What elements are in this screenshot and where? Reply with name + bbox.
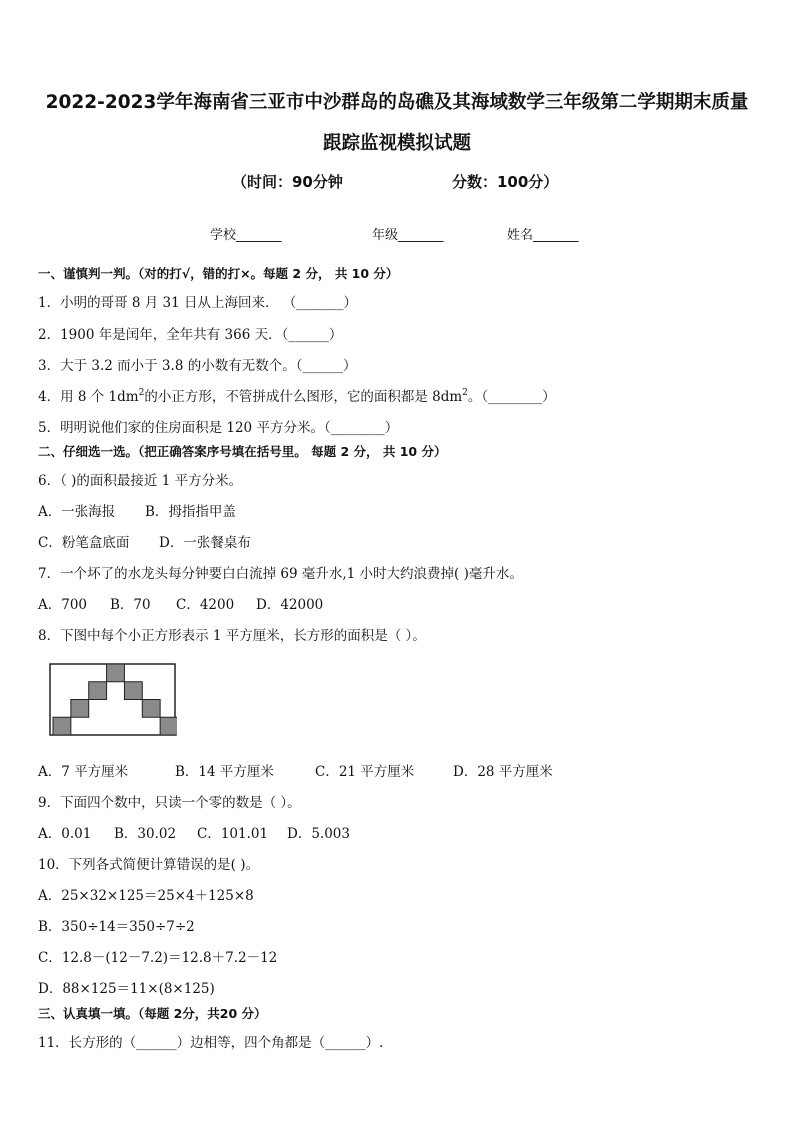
question-9-option-d: D．5.003 <box>287 826 350 842</box>
question-6: 6．（ )的面积最接近 1 平方分米。 <box>38 473 243 489</box>
question-7-option-a: A．700 <box>38 597 88 613</box>
question-4-part1: 4．用 8 个 1dm <box>38 389 139 405</box>
question-8: 8．下图中每个小正方形表示 1 平方厘米，长方形的面积是（ ）。 <box>38 628 426 644</box>
squared-superscript: 2 <box>462 388 468 398</box>
exam-title-line1: 2022-2023学年海南省三亚市中沙群岛的岛礁及其海域数学三年级第二学期期末质量 <box>45 92 749 113</box>
question-4-part3: 。（________） <box>467 389 556 405</box>
question-7: 7．一个坏了的水龙头每分钟要白白流掉 69 毫升水,1 小时大约浪费掉( )毫升水。 <box>38 566 523 582</box>
shaded-square <box>142 700 160 718</box>
question-1: 1．小明的哥哥 8 月 31 日从上海回来． （_______） <box>38 295 358 311</box>
question-10-option-d: D．88×125＝11×(8×125) <box>38 981 215 997</box>
question-3: 3．大于 3.2 而小于 3.8 的小数有无数个。（______） <box>38 358 357 374</box>
question-6-option-d: D．一张餐桌布 <box>159 535 251 551</box>
question-7-option-c: C．4200 <box>176 597 235 613</box>
question-8-option-c: C．21 平方厘米 <box>315 764 415 780</box>
section-1-heading: 一、谨慎判一判。（对的打√，错的打×。每题 2 分， 共 10 分） <box>38 266 399 281</box>
school-field: 学校_______ <box>210 228 282 243</box>
question-10-option-a: A．25×32×125＝25×4＋125×8 <box>38 888 254 904</box>
question-4 <box>38 385 556 405</box>
square-grid-figure <box>49 663 177 737</box>
question-2: 2．1900 年是闰年，全年共有 366 天．（______） <box>38 327 343 343</box>
question-10: 10．下列各式简便计算错误的是( )。 <box>38 857 260 873</box>
shaded-square <box>53 717 71 735</box>
name-field: 姓名_______ <box>507 228 579 243</box>
exam-time: （时间：90分钟 <box>232 173 343 191</box>
question-6-option-c: C．粉笔盒底面 <box>38 535 130 551</box>
question-6-option-a: A．一张海报 <box>38 504 116 520</box>
question-7-option-d: D．42000 <box>256 597 324 613</box>
shaded-squares <box>53 664 177 735</box>
section-3-heading: 三、认真填一填。（每题 2分，共20 分） <box>38 1006 267 1021</box>
section-2-heading: 二、仔细选一选。（把正确答案序号填在括号里。 每题 2 分， 共 10 分） <box>38 444 447 459</box>
question-7-option-b: B．70 <box>110 597 151 613</box>
question-11: 11．长方形的（______）边相等，四个角都是（______）. <box>38 1035 384 1051</box>
exam-score: 分数：100分） <box>452 173 559 191</box>
question-9-option-a: A．0.01 <box>38 826 92 842</box>
grade-field: 年级_______ <box>372 228 444 243</box>
shaded-square <box>160 717 177 735</box>
question-9-option-b: B．30.02 <box>114 826 177 842</box>
question-8-option-d: D．28 平方厘米 <box>453 764 553 780</box>
exam-title-line2: 跟踪监视模拟试题 <box>322 133 471 154</box>
question-6-option-b: B．拇指指甲盖 <box>145 504 236 520</box>
question-5: 5．明明说他们家的住房面积是 120 平方分米。（________） <box>38 420 399 436</box>
question-9-option-c: C．101.01 <box>197 826 269 842</box>
squared-superscript: 2 <box>138 388 145 398</box>
question-4-part2: 的小正方形，不管拼成什么图形，它的面积都是 8dm <box>144 389 463 405</box>
question-9: 9．下面四个数中，只读一个零的数是（ ）。 <box>38 795 301 811</box>
question-10-option-c: C．12.8－(12－7.2)＝12.8＋7.2－12 <box>38 950 278 966</box>
shaded-square <box>124 682 142 700</box>
question-8-option-b: B．14 平方厘米 <box>175 764 274 780</box>
shaded-square <box>107 664 125 682</box>
question-10-option-b: B．350÷14＝350÷7÷2 <box>38 919 195 935</box>
shaded-square <box>89 682 107 700</box>
shaded-square <box>71 700 89 718</box>
question-8-option-a: A．7 平方厘米 <box>38 764 129 780</box>
